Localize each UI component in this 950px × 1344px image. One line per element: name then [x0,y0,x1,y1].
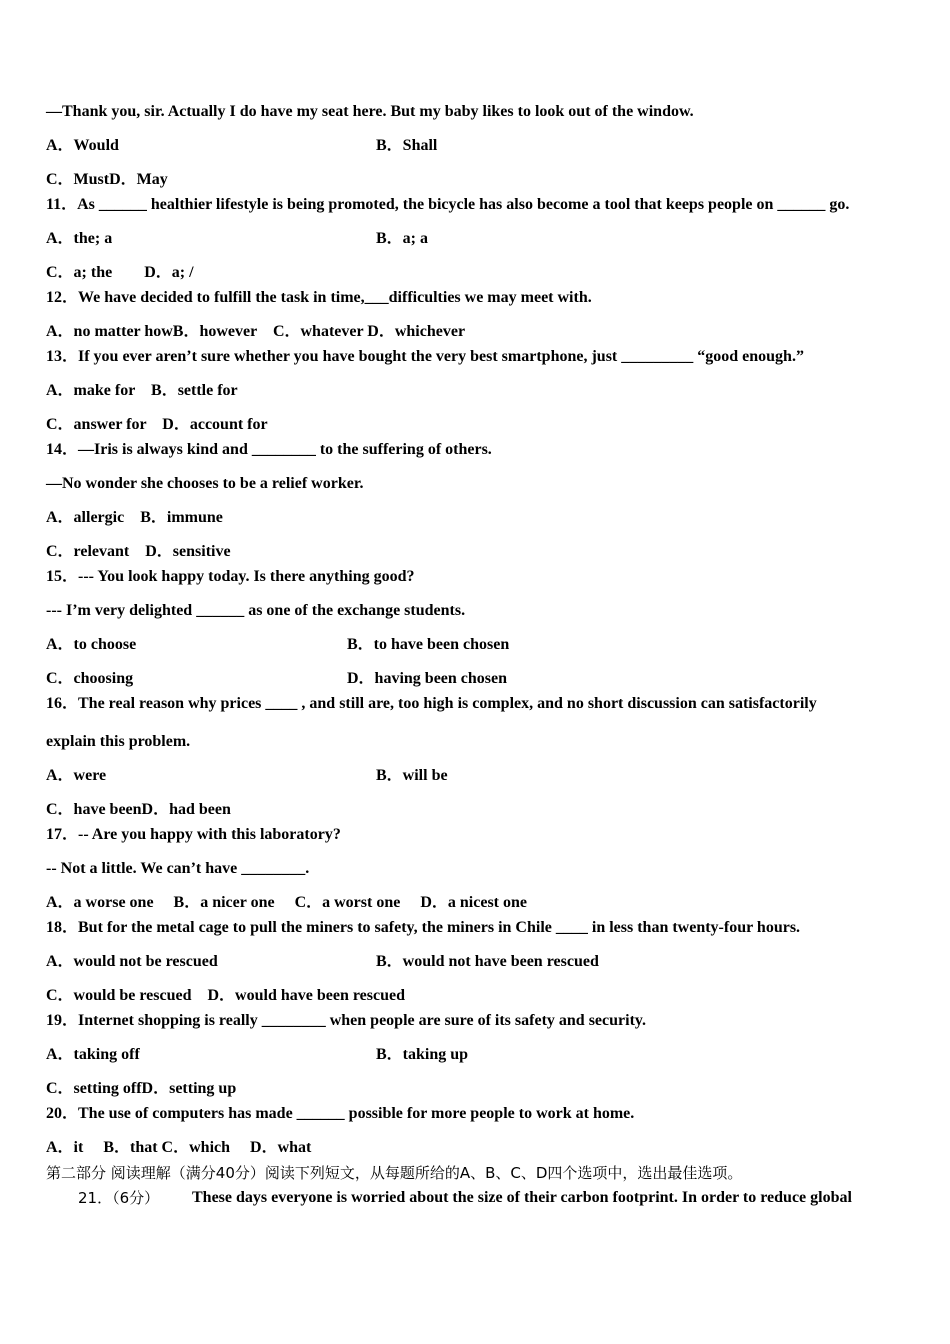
question-20: 20．The use of computers has made ______ possible for more people to work at home. [46,1105,635,1122]
option-a: A．were [46,767,107,784]
option-a: A．taking off [46,1046,140,1063]
question-19: 19．Internet shopping is really ________ when people are sure of its safety and security. [46,1012,647,1029]
options-cd: C．answer for D．account for [46,416,268,433]
option-a: A．the; a [46,230,113,247]
section-heading: 第二部分 阅读理解（满分40分）阅读下列短文，从每题所给的A、B、C、D四个选项中，选出最佳选项。 [46,1164,743,1182]
question-16-continued: explain this problem. [46,733,191,750]
option-b: B．would not have been rescued [376,953,599,970]
passage-first-line: These days everyone is worried about the size of their carbon footprint. In order to reduce global [192,1189,852,1206]
option-d: D．having been chosen [347,670,508,687]
options-abcd: A．no matter howB．however C．whatever D．whichever [46,323,466,340]
options-abcd: A．it B．that C．which D．what [46,1139,312,1156]
dialogue-line: -- Not a little. We can’t have ________. [46,860,310,877]
option-b: B．to have been chosen [347,636,510,653]
question-11: 11．As ______ healthier lifestyle is being promoted, the bicycle has also become a tool that keeps people on ______ go. [46,196,850,213]
option-b: B．Shall [376,137,438,154]
option-a: A．would not be rescued [46,953,218,970]
options-cd: C．MustD．May [46,171,168,188]
question-12: 12．We have decided to fulfill the task in time,___difficulties we may meet with. [46,289,592,306]
options-cd: C．relevant D．sensitive [46,543,231,560]
question-18: 18．But for the metal cage to pull the miners to safety, the miners in Chile ____ in less than twenty-four hours. [46,919,801,936]
dialogue-line: —No wonder she chooses to be a relief worker. [46,475,364,492]
question-13: 13．If you ever aren’t sure whether you have bought the very best smartphone, just _________ “good enough.” [46,348,804,365]
options-ab: A．make for B．settle for [46,382,238,399]
dialogue-line: —Thank you, sir. Actually I do have my seat here. But my baby likes to look out of the window. [46,103,694,120]
dialogue-line: --- I’m very delighted ______ as one of the exchange students. [46,602,466,619]
question-17: 17．-- Are you happy with this laboratory? [46,826,341,843]
options-cd: C．would be rescued D．would have been rescued [46,987,405,1004]
option-b: B．will be [376,767,448,784]
option-c: C．choosing [46,670,134,687]
question-14: 14．—Iris is always kind and ________ to the suffering of others. [46,441,492,458]
option-b: B．taking up [376,1046,469,1063]
question-21-number: 21．（6分） [78,1189,160,1207]
options-cd: C．a; the D．a; / [46,264,194,281]
options-abcd: A．a worse one B．a nicer one C．a worst one D．a nicest one [46,894,527,911]
option-b: B．a; a [376,230,429,247]
option-a: A．to choose [46,636,137,653]
question-16: 16．The real reason why prices ____ , and still are, too high is complex, and no short discussion can satisfactorily [46,695,817,712]
options-cd: C．setting offD．setting up [46,1080,237,1097]
option-a: A．Would [46,137,119,154]
question-15: 15．--- You look happy today. Is there anything good? [46,568,415,585]
options-cd: C．have beenD．had been [46,801,231,818]
options-ab: A．allergic B．immune [46,509,223,526]
